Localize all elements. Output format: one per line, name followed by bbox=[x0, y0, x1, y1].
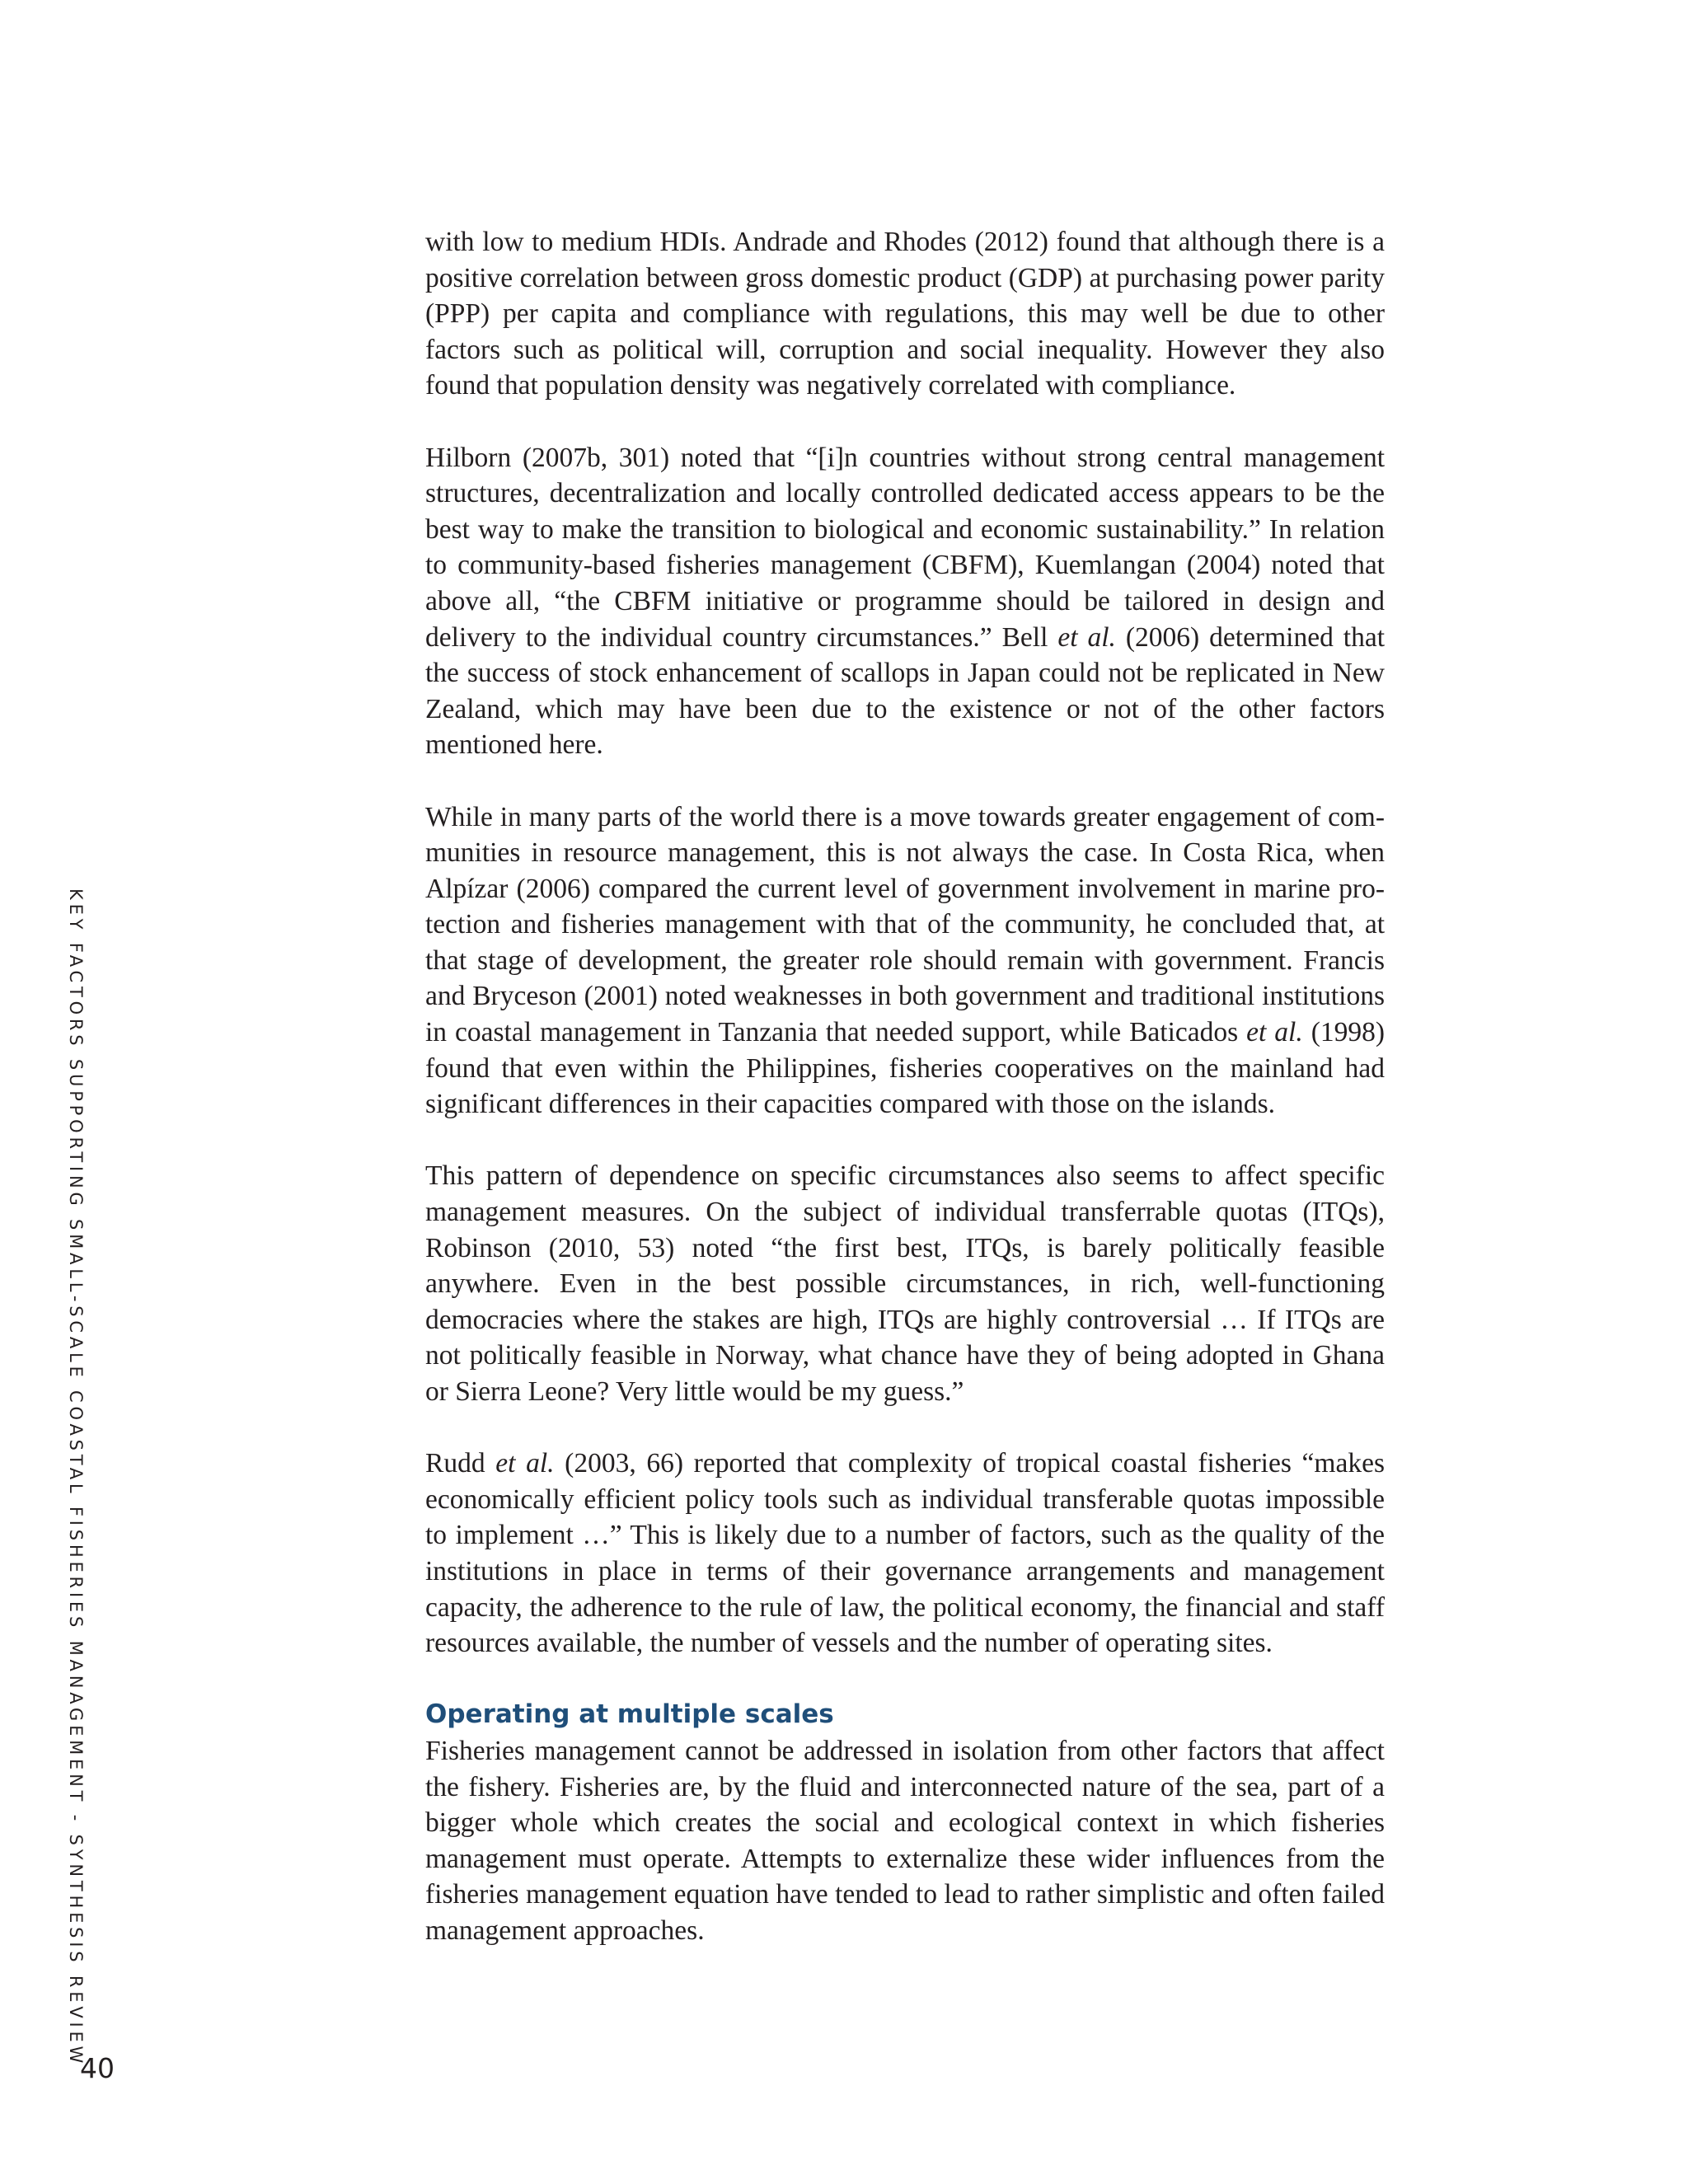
paragraph-5 bbox=[425, 1446, 1385, 1661]
paragraph-3-text-a: While in many parts of the world there is a move towards greater engagement of communities in resource management, this is not always the case. In Costa Rica, when Alpízar (2006) compared the current level of government involvement in marine protection and fisheries management with that of the community, he concluded that, at that stage of development, the greater role should remain with government. Francis and Bryceson (2001) noted weaknesses in both government and traditional institutions in coastal management in Tanzania that needed support, while Baticados bbox=[425, 801, 1385, 1048]
paragraph-3-italic: et al. bbox=[1246, 1017, 1303, 1048]
paragraph-2-text-a: Hilborn (2007b, 301) noted that “[i]n countries without strong central management structures, decentralization and locally controlled dedicated access appears to be the best way to make the transition to biological and economic sustainability.” In relation to community-based fisheries management (CBFM), Kuemlangan (2004) noted that above all, “the CBFM initiative or programme should be tailored in design and delivery to the individual country circumstances.” Bell bbox=[425, 442, 1385, 653]
paragraph-2-italic: et al. bbox=[1057, 621, 1116, 653]
running-title: KEY FACTORS SUPPORTING SMALL-SCALE COASTAL FISHERIES MANAGEMENT - SYNTHESIS REVIEW bbox=[66, 888, 86, 2068]
section-paragraph: Fisheries management cannot be addressed in isolation from other factors that affect the fishery. Fisheries are, by the fluid and interconnected nature of the sea, part of a bigger whole which creates the social and ecological context in which fisheries management must operate. Attempts to externalize these wider influences from the fisheries management equation have tended to lead to rather simplistic and often failed management approaches. bbox=[425, 1735, 1385, 1946]
section-heading: Operating at multiple scales bbox=[425, 1699, 834, 1730]
paragraph-5-text-b: (2003, 66) reported that complexity of tropical coastal fisheries “makes economically efficient policy tools such as individual transferable quotas impossible to implement …” This is likely due to a number of factors, such as the quality of the institutions in place in terms of their governance arrangements and management capacity, the adherence to the rule of law, the political economy, the financial and staff resources available, the number of vessels and the number of operating sites. bbox=[425, 1448, 1385, 1659]
paragraph-5-text-a: Rudd bbox=[425, 1448, 496, 1479]
paragraph-4: This pattern of dependence on specific circumstances also seems to affect specific management measures. On the subject of individual transferrable quotas (ITQs), Robinson (2010, 53) noted “the first best, ITQs, is barely politically feasible anywhere. Even in the best possible circumstances, in rich, well-functioning democracies where the stakes are high, ITQs are highly controversial … If ITQs are not politically feasible in Norway, what chance have they of being adopted in Ghana or Sierra Leone? Very little would be my guess.” bbox=[425, 1160, 1385, 1407]
paragraph-5-italic: et al. bbox=[495, 1448, 555, 1479]
paragraph-3 bbox=[425, 799, 1385, 1122]
paragraph-2-text-b: (2006) determined that the success of stock enhancement of scallops in Japan could not be replicated in New Zealand, which may have been due to the existence or not of the other factors mentioned here. bbox=[425, 621, 1386, 761]
paragraph-2 bbox=[425, 440, 1385, 763]
page-number: 40 bbox=[80, 2052, 115, 2084]
paragraph-1: with low to medium HDIs. Andrade and Rhodes (2012) found that although there is a positive correlation between gross domestic product (GDP) at purchasing power parity (PPP) per capita and compliance with regulations, this may well be due to other factors such as political will, corruption and social inequality. However they also found that population density was negatively correlated with compliance. bbox=[425, 227, 1385, 401]
paragraph-3-text-b: (1998) found that even within the Philippines, fisheries cooperatives on the mainland had significant differences in their capacities compared with those on the islands. bbox=[425, 1017, 1386, 1120]
main-text-column bbox=[425, 224, 1385, 1949]
